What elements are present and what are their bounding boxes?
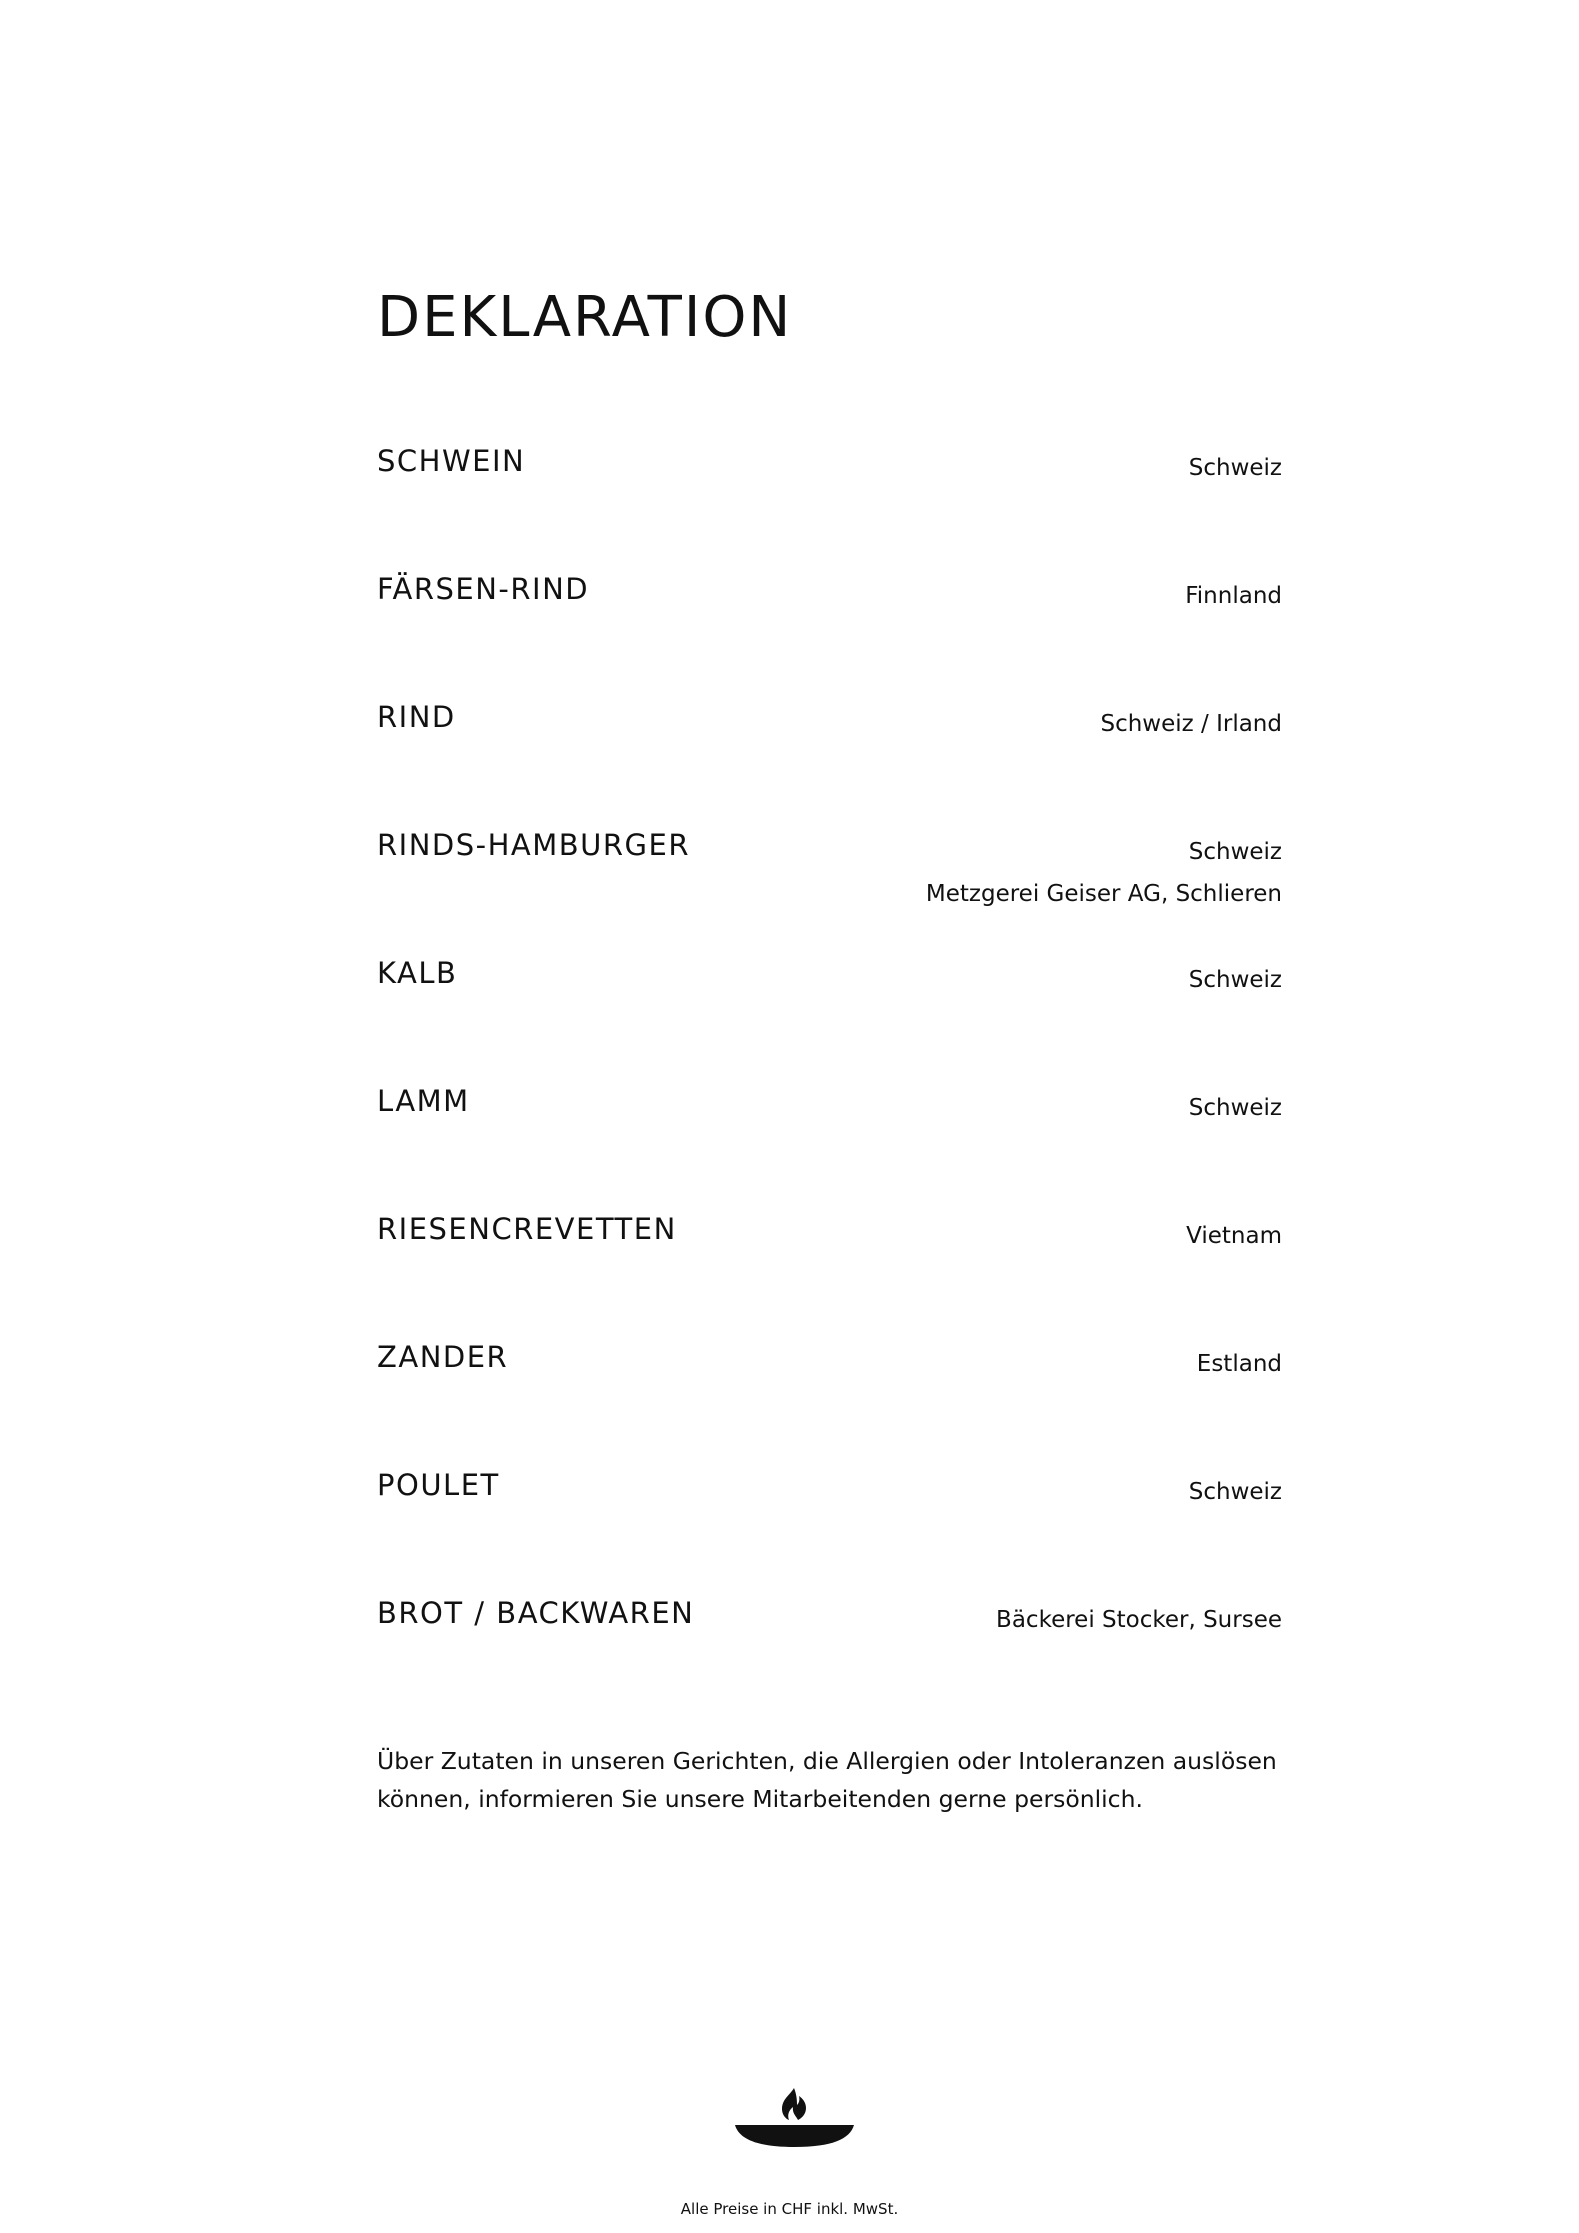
declaration-row: [377, 1211, 1282, 1339]
origin-line: Schweiz: [1188, 967, 1282, 993]
declaration-name: RIND: [377, 700, 456, 734]
declaration-row: [377, 1083, 1282, 1211]
origin-line: Bäckerei Stocker, Sursee: [996, 1607, 1282, 1633]
declaration-name: BROT / BACKWAREN: [377, 1596, 695, 1630]
declaration-origin: [996, 1599, 1282, 1641]
origin-line: Schweiz: [1188, 839, 1282, 865]
declaration-origin: [1189, 959, 1282, 1001]
declaration-origin: [1185, 575, 1282, 617]
declaration-name: RIESENCREVETTEN: [377, 1212, 677, 1246]
origin-line: Schweiz / Irland: [1100, 711, 1282, 737]
declaration-name: SCHWEIN: [377, 444, 526, 478]
origin-line: Schweiz: [1188, 1479, 1282, 1505]
declaration-name: ZANDER: [377, 1340, 509, 1374]
origin-line: Finnland: [1185, 583, 1282, 609]
declaration-name: POULET: [377, 1468, 500, 1502]
declaration-origin: [1189, 447, 1282, 489]
declaration-name: LAMM: [377, 1084, 470, 1118]
origin-line: Metzgerei Geiser AG, Schlieren: [925, 881, 1282, 907]
declaration-row: [377, 1339, 1282, 1467]
origin-line: Estland: [1196, 1351, 1282, 1377]
declaration-row: [377, 1595, 1282, 1723]
declaration-row: [377, 955, 1282, 1083]
page-title: DEKLARATION: [377, 285, 793, 350]
declaration-row: [377, 699, 1282, 827]
flame-shape: [782, 2088, 806, 2120]
declaration-origin: [1100, 703, 1282, 745]
declaration-origin: [1186, 1215, 1282, 1257]
price-note: Alle Preise in CHF inkl. MwSt.: [680, 2200, 899, 2218]
origin-line: Schweiz: [1188, 1095, 1282, 1121]
declaration-row: [377, 1467, 1282, 1595]
declaration-origin: [1197, 1343, 1282, 1385]
declaration-row: [377, 827, 1282, 955]
origin-line: Vietnam: [1186, 1223, 1282, 1249]
declaration-name: KALB: [377, 956, 458, 990]
declaration-origin: [1189, 1471, 1282, 1513]
declaration-list: [377, 443, 1282, 1723]
declaration-origin: [1189, 1087, 1282, 1129]
flame-bowl-icon: [732, 2085, 857, 2150]
origin-line: Schweiz: [1188, 455, 1282, 481]
declaration-row: [377, 571, 1282, 699]
declaration-origin: [926, 831, 1282, 915]
allergy-note-line: Über Zutaten in unseren Gerichten, die Allergien oder Intoleranzen auslösen: [377, 1747, 1277, 1775]
declaration-row: [377, 443, 1282, 571]
declaration-name: FÄRSEN-RIND: [377, 572, 590, 606]
allergy-note: [377, 1742, 1277, 1818]
bowl-shape: [735, 2125, 854, 2147]
declaration-name: RINDS-HAMBURGER: [377, 828, 690, 862]
allergy-note-line: können, informieren Sie unsere Mitarbeitenden gerne persönlich.: [377, 1785, 1143, 1813]
